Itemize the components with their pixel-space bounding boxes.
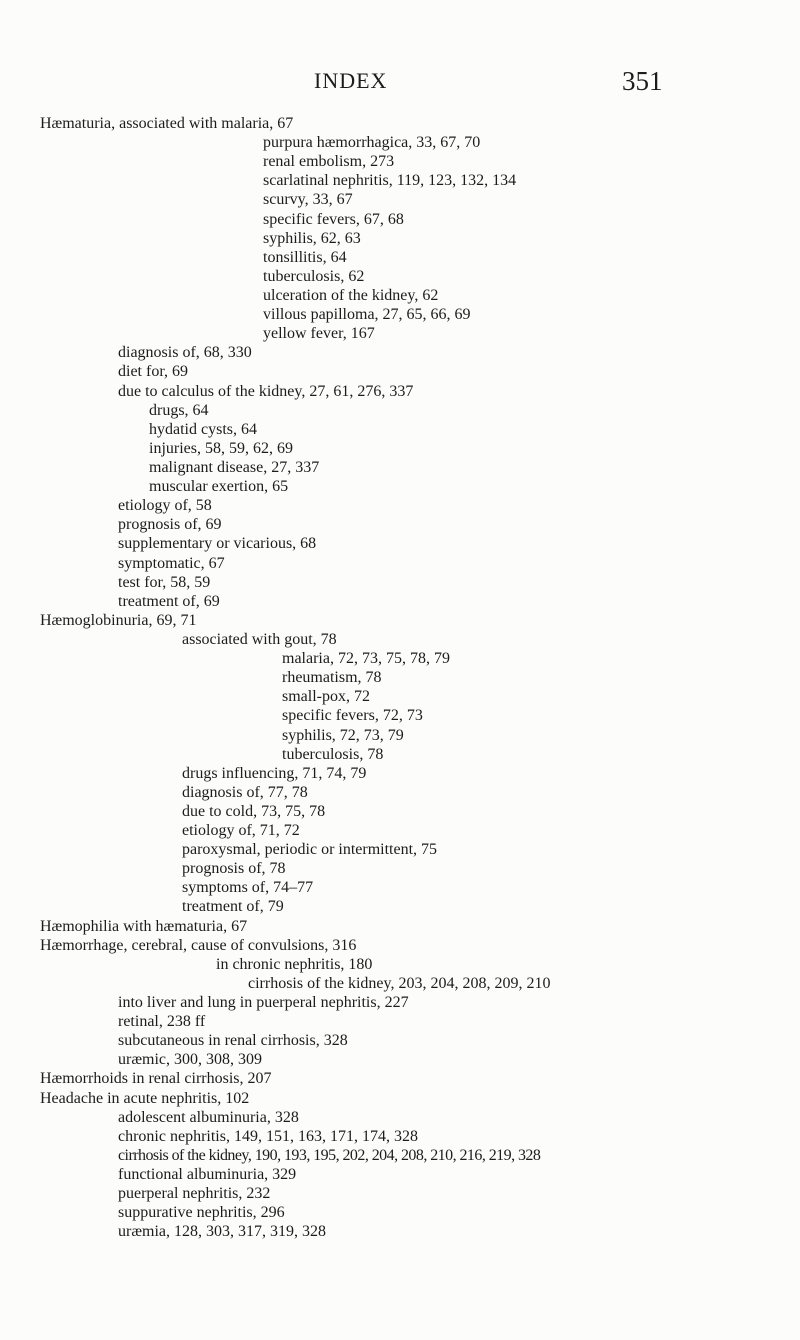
index-subentry: drugs, 64	[149, 401, 209, 419]
index-subentry: syphilis, 62, 63	[263, 229, 361, 247]
index-subentry: drugs influencing, 71, 74, 79	[182, 764, 367, 782]
index-heading-entry: Hæmorrhoids in renal cirrhosis, 207	[40, 1070, 272, 1088]
index-subentry: retinal, 238 ff	[118, 1013, 206, 1031]
index-subentry: puerperal nephritis, 232	[118, 1185, 271, 1203]
index-entries	[0, 114, 800, 1241]
index-subentry: symptomatic, 67	[118, 554, 225, 572]
index-subentry: diagnosis of, 77, 78	[182, 783, 308, 801]
index-subentry: specific fevers, 72, 73	[282, 707, 423, 725]
index-subentry: muscular exertion, 65	[149, 478, 289, 496]
index-subentry: ulceration of the kidney, 62	[263, 286, 439, 304]
index-subentry: malignant disease, 27, 337	[149, 458, 320, 476]
index-heading-entry: Hæmorrhage, cerebral, cause of convulsions, 316	[40, 936, 357, 954]
page-header	[0, 66, 800, 100]
index-subentry: scarlatinal nephritis, 119, 123, 132, 134	[263, 172, 517, 190]
index-subentry: hydatid cysts, 64	[149, 420, 257, 438]
index-subentry: subcutaneous in renal cirrhosis, 328	[118, 1032, 348, 1050]
index-subentry: due to calculus of the kidney, 27, 61, 276, 337	[118, 382, 414, 400]
index-subentry: cirrhosis of the kidney, 190, 193, 195, 202, 204, 208, 210, 216, 219, 328	[118, 1146, 541, 1164]
index-heading-entry: Hæmoglobinuria, 69, 71	[40, 611, 197, 629]
index-subentry: into liver and lung in puerperal nephritis, 227	[118, 994, 409, 1012]
index-subentry: treatment of, 79	[182, 898, 284, 916]
index-subentry: functional albuminuria, 329	[118, 1166, 297, 1184]
index-subentry: diet for, 69	[118, 363, 189, 381]
index-subentry: tuberculosis, 78	[282, 745, 384, 763]
index-subentry: syphilis, 72, 73, 79	[282, 726, 404, 744]
index-subentry: villous papilloma, 27, 65, 66, 69	[263, 306, 471, 324]
index-subentry: suppurative nephritis, 296	[118, 1204, 285, 1222]
index-subentry: adolescent albuminuria, 328	[118, 1108, 299, 1126]
index-subentry: due to cold, 73, 75, 78	[182, 802, 326, 820]
index-subentry: injuries, 58, 59, 62, 69	[149, 439, 293, 457]
running-title: INDEX	[314, 68, 388, 93]
index-subentry: cirrhosis of the kidney, 203, 204, 208, 209, 210	[248, 974, 551, 992]
index-subentry: prognosis of, 69	[118, 516, 222, 534]
index-subentry: in chronic nephritis, 180	[216, 955, 373, 973]
index-subentry: tuberculosis, 62	[263, 267, 365, 285]
index-subentry: diagnosis of, 68, 330	[118, 344, 252, 362]
index-subentry: purpura hæmorrhagica, 33, 67, 70	[263, 134, 481, 152]
index-subentry: uræmic, 300, 308, 309	[118, 1051, 262, 1069]
index-subentry: paroxysmal, periodic or intermittent, 75	[182, 841, 438, 859]
index-subentry: etiology of, 71, 72	[182, 822, 300, 840]
index-subentry: yellow fever, 167	[263, 325, 375, 343]
index-subentry: small-pox, 72	[282, 688, 370, 706]
index-subentry: prognosis of, 78	[182, 860, 286, 878]
index-subentry: renal embolism, 273	[263, 153, 395, 171]
index-heading-entry: Hæmophilia with hæmaturia, 67	[40, 917, 248, 935]
index-subentry: malaria, 72, 73, 75, 78, 79	[282, 650, 450, 668]
index-subentry: uræmia, 128, 303, 317, 319, 328	[118, 1223, 326, 1241]
index-subentry: symptoms of, 74–77	[182, 879, 314, 897]
index-subentry: scurvy, 33, 67	[263, 191, 353, 209]
index-subentry: chronic nephritis, 149, 151, 163, 171, 174, 328	[118, 1127, 418, 1145]
index-subentry: test for, 58, 59	[118, 573, 211, 591]
index-subentry: etiology of, 58	[118, 497, 212, 515]
page-number: 351	[622, 66, 663, 96]
index-subentry: rheumatism, 78	[282, 669, 382, 687]
index-subentry: associated with gout, 78	[182, 630, 337, 648]
index-heading-entry: Headache in acute nephritis, 102	[40, 1089, 250, 1107]
index-subentry: tonsillitis, 64	[263, 248, 347, 266]
index-heading-entry: Hæmaturia, associated with malaria, 67	[40, 115, 294, 132]
index-subentry: supplementary or vicarious, 68	[118, 535, 317, 553]
index-subentry: specific fevers, 67, 68	[263, 210, 404, 228]
index-subentry: treatment of, 69	[118, 592, 220, 610]
